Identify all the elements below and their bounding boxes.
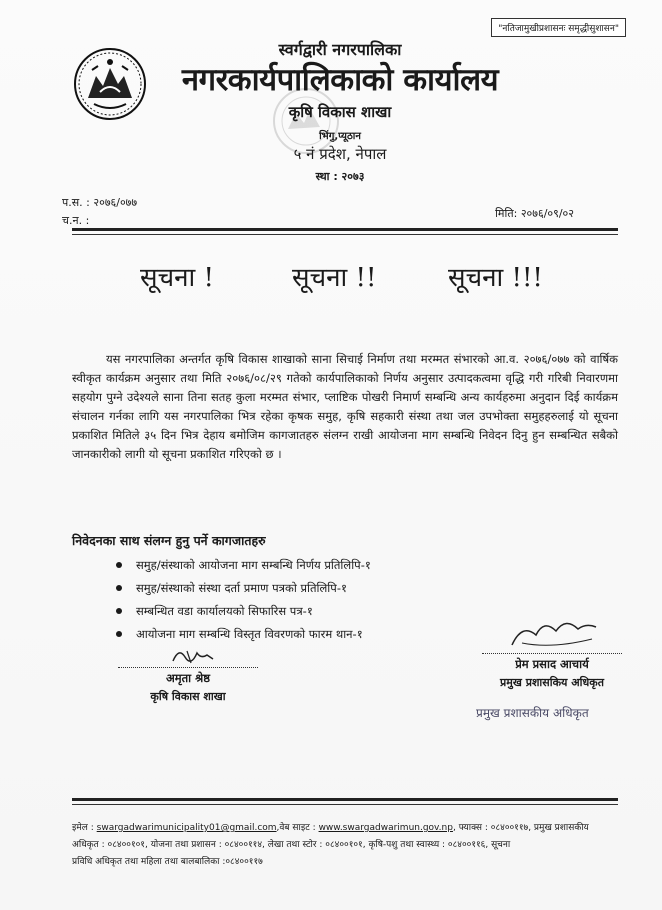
handwritten-signature-right [492,613,612,653]
handwritten-signature-left [143,643,233,667]
list-item [116,577,371,600]
footer-line-3: प्रविधि अधिकृत तथा महिला तथा बालबालिका :०८४००११७ [72,857,263,867]
document-item-label: समुह/संस्थाको संस्था दर्ता प्रमाण पत्रको प्रतिलिपि-१ [136,581,347,595]
bullet-icon [116,608,122,614]
footer-line-2: अधिकृत : ०८४००१०१, योजना तथा प्रशासन : ०८४००११४, लेखा तथा स्टोर : ०८४००१०१, कृषि-पशु तथा स्वास्थ्य : ०८४००११६, सूचना [72,840,511,850]
municipality-name: स्वर्गद्वारी नगरपालिका [278,40,402,59]
footer-contact [72,820,632,871]
header-rule-thin [72,234,618,235]
document-item-label: सम्बन्धित वडा कार्यालयको सिफारिस पत्र-१ [136,604,313,618]
dispatch-number: च.न. : [62,214,90,227]
list-item [116,600,371,623]
designation-stamp: प्रमुख प्रशासकीय अधिकृत [476,706,589,720]
website-link[interactable]: www.swargadwarimun.gov.np [318,823,453,833]
motto-box: "नतिजामुखीप्रशासनः समृद्धीसुशासन" [491,18,626,37]
reference-block [62,194,137,230]
signature-block-right [482,613,622,690]
office-title: नगरकार्यपालिकाको कार्यालय [181,62,499,98]
signature-line [118,667,258,668]
notice-heading-row [0,258,662,300]
document-item-label: समुह/संस्थाको आयोजना माग सम्बन्धि निर्णय प्रतिलिपि-१ [136,558,371,572]
letter-date: मिति: २०७६/०९/०२ [495,207,574,220]
signature-line [482,653,622,654]
notice-word-3: सूचना !!! [448,263,543,293]
email-label: इमेल : [72,823,94,833]
notice-word-2: सूचना !! [292,263,377,293]
notice-word-1: सूचना ! [140,263,214,293]
section-name: कृषि विकास शाखा [288,103,392,121]
signature-block-left [118,643,258,704]
notice-body-paragraph: यस नगरपालिका अन्तर्गत कृषि विकास शाखाको साना सिचाई निर्माण तथा मरम्मत संभारको आ.व. २०७६/०७७ को वार्षिक स्वीकृत कार्यक्रम अनुसार तथा मिति २०७६/०८/२९ गतेको कार्यपालिकाको निर्णय अनुसार उत्पादकत्वमा वृद्धि गरी गरिबी निवारणमा सहयोग पुग्ने उदेश्यले साना तिना सतह कुला मरम्मत संभार, प्लाष्टिक पोखरी निमार्ण सम्बन्धि अन्य कार्यहरुमा अनुदान दिई कार्यक्रम संचालन गर्नका लागि यस नगरपालिका भित्र रहेका कृषक समुह, कृषि सहकारी संस्था तथा जल उपभोक्ता समुहहरुलाई यो सूचना प्रकाशित मितिले ३५ दिन भित्र देहाय बमोजिम कागजातहरु संलग्न राखी आयोजना माग सम्बन्धि निवेदन दिनु हुन सम्बन्धित सबैको जानकारीको लागी यो सूचना प्रकाशित गरिएको छ । [72,352,618,461]
established-year: स्था : २०७३ [315,170,365,183]
footer-line-1 [72,820,632,837]
footer-rule-thick [72,798,618,801]
address-line-1: भिंगु,प्यूठान [319,131,361,142]
address-line-2: ५ नं प्रदेश, नेपाल [293,145,387,163]
website-label: ,वेब साइट : [276,823,316,833]
letter-number: प.स. : २०७६/०७७ [62,196,138,209]
email-link[interactable]: swargadwarimunicipality01@gmail.com [96,823,277,833]
signatory-role-left: कृषि विकास शाखा [150,690,226,703]
document-item-label: आयोजना माग सम्बन्धि विस्तृत विवरणको फारम थान-१ [136,627,363,641]
signatory-name-right: प्रेम प्रसाद आचार्य [515,657,589,671]
footer-rule-thin [72,804,618,805]
list-item [116,554,371,577]
footer-phone-text: , फ्याक्स : ०८४००११७, प्रमुख प्रशासकीय [452,823,589,833]
bullet-icon [116,631,122,637]
documents-list [116,554,371,646]
bullet-icon [116,585,122,591]
signatory-role-right: प्रमुख प्रशासकिय अधिकृत [500,676,604,689]
header-rule-thick [72,228,618,231]
bullet-icon [116,562,122,568]
signatory-name-left: अमृता श्रेष्ठ [165,671,211,685]
nepal-emblem-logo [72,46,148,122]
documents-title: निवेदनका साथ संलग्न हुनु पर्ने कागजातहरु [72,533,266,548]
